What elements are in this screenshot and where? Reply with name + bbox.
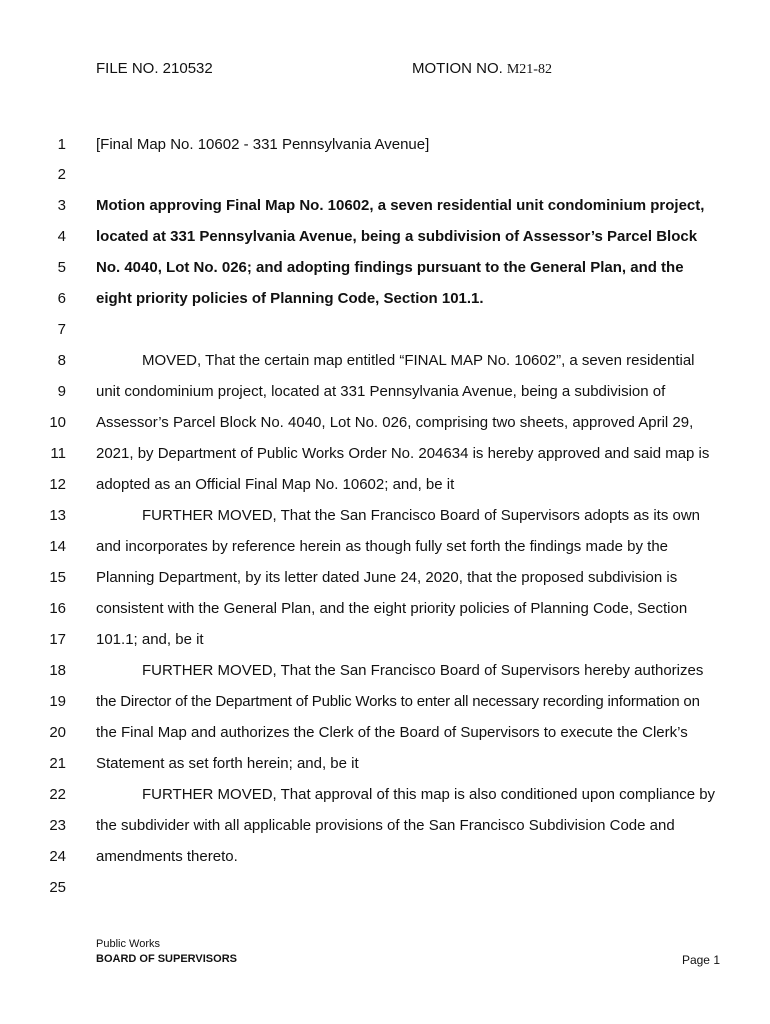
body-line: FURTHER MOVED, That approval of this map is also conditioned upon compliance by: [142, 786, 716, 803]
body-line: Statement as set forth herein; and, be it: [96, 755, 359, 772]
body-line: MOVED, That the certain map entitled “FINAL MAP No. 10602”, a seven residential: [142, 352, 695, 369]
line-number: 16: [49, 600, 66, 617]
body-line: FURTHER MOVED, That the San Francisco Board of Supervisors adopts as its own: [142, 507, 701, 524]
body-line: unit condominium project, located at 331 Pennsylvania Avenue, being a subdivision of: [96, 383, 666, 400]
body-line: Assessor’s Parcel Block No. 4040, Lot No. 026, comprising two sheets, approved April 29,: [96, 414, 694, 431]
body-line: and incorporates by reference herein as though fully set forth the findings made by the: [96, 538, 669, 555]
body-line: 2021, by Department of Public Works Order No. 204634 is hereby approved and said map is: [96, 445, 710, 462]
footer-department: Public Works: [96, 938, 160, 950]
line-number: 4: [57, 228, 66, 245]
line-number: 14: [49, 538, 66, 555]
line-number: 7: [57, 321, 66, 338]
body-line: adopted as an Official Final Map No. 10602; and, be it: [96, 476, 455, 493]
line-number: 10: [49, 414, 66, 431]
line-number: 19: [49, 693, 66, 710]
line-number: 13: [49, 507, 66, 524]
motion-title-line: located at 331 Pennsylvania Avenue, being a subdivision of Assessor’s Parcel Block: [96, 228, 698, 245]
line-number: 2: [57, 166, 66, 183]
line-number: 6: [57, 290, 66, 307]
motion-title-line: eight priority policies of Planning Code, Section 101.1.: [96, 290, 484, 307]
line-number: 1: [57, 136, 66, 153]
body-line: consistent with the General Plan, and the eight priority policies of Planning Code, Section: [96, 600, 688, 617]
line-number: 5: [57, 259, 66, 276]
footer-board: BOARD OF SUPERVISORS: [96, 953, 237, 965]
file-number: FILE NO. 210532: [96, 60, 213, 77]
line-number: 25: [49, 879, 66, 896]
motion-title-line: Motion approving Final Map No. 10602, a seven residential unit condominium project,: [96, 197, 705, 214]
line-number: 9: [57, 383, 66, 400]
motion-value: M21-82: [506, 62, 552, 77]
body-line: the Director of the Department of Public Works to enter all necessary recording information on: [96, 693, 700, 710]
line-number: 21: [49, 755, 66, 772]
page-number: Page 1: [681, 953, 720, 967]
line-number: 18: [49, 662, 66, 679]
line-number: 11: [50, 445, 66, 462]
line-number: 20: [49, 724, 66, 741]
line-number: 17: [49, 631, 66, 648]
line-number: 22: [49, 786, 66, 803]
motion-title-line: No. 4040, Lot No. 026; and adopting findings pursuant to the General Plan, and the: [96, 259, 684, 276]
line-number: 24: [49, 848, 66, 865]
line-number: 3: [57, 197, 66, 214]
line-number: 23: [49, 817, 66, 834]
body-line: Planning Department, by its letter dated June 24, 2020, that the proposed subdivision is: [96, 569, 678, 586]
body-line: amendments thereto.: [96, 848, 238, 865]
body-line: FURTHER MOVED, That the San Francisco Board of Supervisors hereby authorizes: [142, 662, 704, 679]
body-line: the Final Map and authorizes the Clerk of the Board of Supervisors to execute the Clerk’s: [96, 724, 688, 741]
document-caption: [Final Map No. 10602 - 331 Pennsylvania Avenue]: [96, 136, 430, 153]
body-line: 101.1; and, be it: [96, 631, 204, 648]
body-line: the subdivider with all applicable provisions of the San Francisco Subdivision Code and: [96, 817, 675, 834]
motion-number: [412, 60, 552, 78]
line-number: 8: [57, 352, 66, 369]
line-number: 12: [49, 476, 66, 493]
line-number: 15: [49, 569, 66, 586]
motion-label: MOTION NO.: [412, 60, 503, 77]
